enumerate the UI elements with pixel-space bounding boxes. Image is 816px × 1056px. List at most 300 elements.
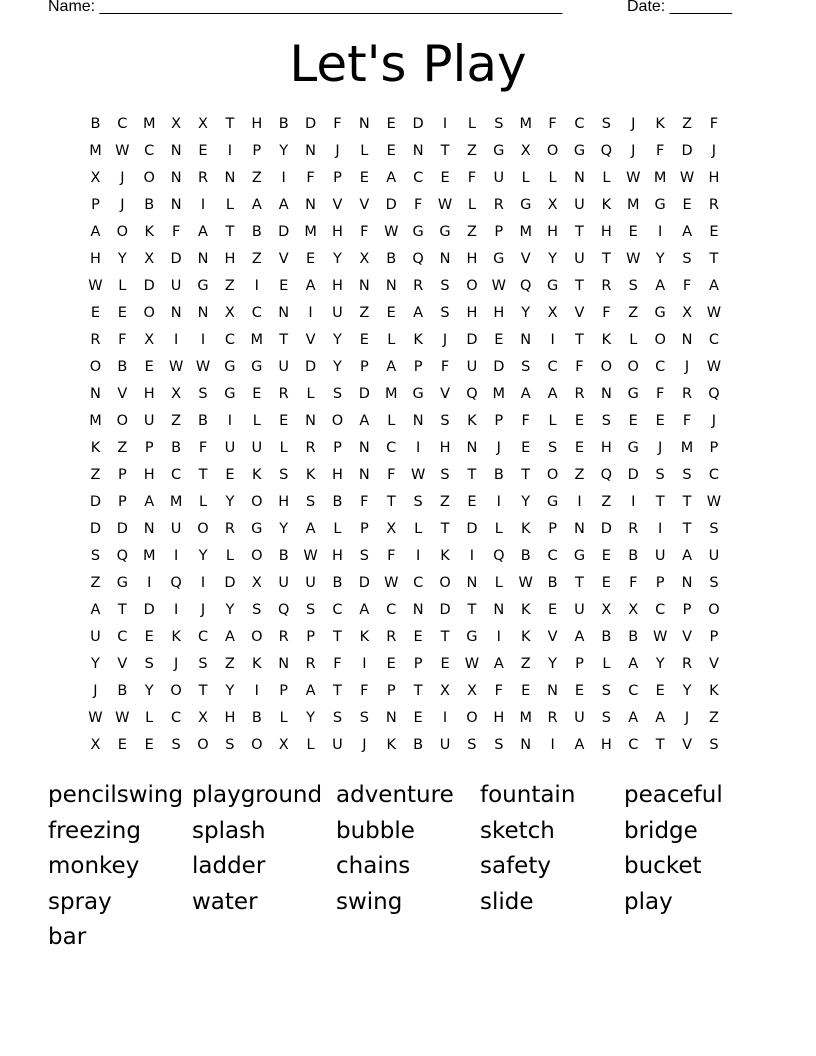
grid-cell: L [629, 332, 638, 348]
grid-cell: U [170, 278, 182, 294]
grid-cell: K [520, 602, 531, 618]
grid-cell: B [413, 737, 424, 753]
grid-cell: C [708, 467, 719, 483]
grid-cell: C [251, 305, 262, 321]
grid-cell: A [655, 278, 666, 294]
grid-cell: I [496, 629, 501, 645]
grid-cell: N [197, 305, 209, 321]
grid-cell: S [709, 737, 719, 753]
grid-cell: W [706, 494, 722, 510]
grid-cell: E [548, 602, 558, 618]
grid-cell: Y [279, 143, 289, 159]
grid-cell: I [550, 737, 555, 753]
grid-cell: P [709, 440, 719, 456]
grid-cell: F [682, 278, 692, 294]
grid-cell: Z [359, 305, 370, 321]
grid-cell: X [547, 305, 558, 321]
grid-cell: W [464, 656, 480, 672]
grid-cell: S [225, 737, 235, 753]
grid-cell: A [682, 224, 692, 240]
grid-cell: M [142, 116, 156, 132]
grid-cell: W [437, 197, 453, 213]
grid-cell: M [653, 170, 667, 186]
grid-cell: V [278, 251, 289, 267]
grid-cell: Y [655, 656, 665, 672]
grid-cell: E [413, 629, 423, 645]
grid-cell: V [574, 305, 585, 321]
grid-cell: F [413, 197, 423, 213]
grid-cell: F [655, 143, 665, 159]
grid-cell: X [90, 170, 101, 186]
grid-row [82, 221, 727, 248]
grid-cell: I [281, 170, 286, 186]
grid-cell: G [627, 440, 639, 456]
grid-cell: C [171, 710, 182, 726]
grid-row [82, 194, 727, 221]
grid-row [82, 626, 727, 653]
grid-cell: R [708, 197, 719, 213]
grid-cell: P [413, 359, 423, 375]
grid-cell: S [547, 440, 558, 456]
grid-cell: M [304, 224, 317, 240]
grid-cell: B [171, 440, 182, 456]
grid-cell: G [224, 386, 236, 402]
grid-cell: E [682, 197, 692, 213]
grid-cell: I [658, 224, 663, 240]
grid-cell: Y [333, 359, 342, 375]
grid-cell: L [306, 737, 315, 753]
grid-cell: X [682, 305, 692, 321]
grid-cell: F [602, 305, 611, 321]
grid-cell: Y [548, 251, 558, 267]
grid-cell: S [628, 278, 638, 294]
grid-cell: A [251, 197, 262, 213]
grid-cell: Z [117, 440, 128, 456]
grid-cell: C [655, 602, 666, 618]
grid-cell: G [654, 197, 666, 213]
grid-cell: K [386, 737, 396, 753]
grid-cell: Z [601, 494, 612, 510]
grid-cell: S [198, 386, 208, 402]
grid-cell: E [359, 170, 369, 186]
grid-cell: P [494, 413, 504, 429]
grid-cell: I [173, 332, 179, 348]
grid-cell: M [519, 224, 532, 240]
grid-cell: L [548, 170, 557, 186]
grid-cell: R [574, 386, 585, 402]
grid-row [82, 491, 727, 518]
grid-cell: F [118, 332, 127, 348]
grid-cell: C [547, 548, 558, 564]
grid-cell: Z [520, 656, 531, 672]
grid-cell: B [547, 575, 558, 591]
grid-cell: G [627, 386, 639, 402]
grid-cell: P [279, 683, 289, 699]
grid-cell: L [279, 710, 288, 726]
grid-cell: H [493, 305, 505, 321]
grid-cell: A [708, 278, 719, 294]
grid-cell: O [116, 224, 129, 240]
grid-cell: X [601, 602, 612, 618]
grid-cell: X [171, 386, 182, 402]
grid-cell: B [386, 251, 397, 267]
grid-cell: K [467, 413, 477, 429]
grid-cell: X [520, 143, 531, 159]
grid-cell: W [115, 143, 130, 159]
grid-cell: G [573, 548, 586, 564]
grid-cell: I [469, 548, 475, 564]
grid-cell: X [144, 251, 155, 267]
grid-cell: C [144, 143, 155, 159]
grid-cell: C [574, 116, 585, 132]
grid-cell: T [333, 629, 342, 645]
grid-cell: X [144, 332, 155, 348]
grid-cell: H [466, 305, 478, 321]
grid-cell: P [413, 656, 423, 672]
word-bank-item: bucket [624, 853, 702, 880]
grid-cell: F [548, 116, 557, 132]
grid-cell: R [682, 386, 693, 402]
grid-cell: W [518, 575, 533, 591]
grid-cell: Z [440, 494, 450, 510]
grid-cell: T [386, 494, 396, 510]
grid-cell: R [224, 521, 235, 537]
grid-cell: A [224, 629, 235, 645]
grid-cell: G [116, 575, 128, 591]
grid-cell: J [362, 737, 367, 753]
grid-cell: D [627, 467, 639, 483]
grid-cell: S [655, 467, 665, 483]
grid-cell: Y [521, 494, 531, 510]
grid-cell: P [117, 467, 127, 483]
grid-cell: Z [466, 143, 477, 159]
grid-cell: K [252, 467, 262, 483]
grid-cell: S [709, 521, 719, 537]
grid-cell: T [575, 224, 584, 240]
grid-row [82, 410, 727, 437]
grid-cell: B [332, 494, 343, 510]
grid-cell: W [706, 359, 722, 375]
grid-cell: B [628, 629, 639, 645]
grid-cell: E [574, 413, 585, 429]
grid-cell: J [120, 197, 125, 213]
grid-cell: N [305, 413, 316, 429]
grid-cell: B [251, 710, 262, 726]
grid-cell: N [305, 143, 316, 159]
grid-cell: F [333, 656, 342, 672]
grid-cell: U [574, 251, 585, 267]
grid-cell: Z [251, 170, 262, 186]
grid-cell: E [601, 575, 611, 591]
grid-cell: Q [600, 467, 613, 483]
grid-cell: D [466, 521, 478, 537]
grid-cell: T [440, 521, 450, 537]
word-bank-item: freezing [48, 817, 141, 844]
grid-cell: S [171, 737, 181, 753]
grid-cell: X [224, 305, 235, 321]
grid-cell: Z [224, 278, 235, 294]
grid-cell: A [547, 386, 558, 402]
grid-cell: G [197, 278, 209, 294]
grid-row [82, 302, 727, 329]
grid-cell: N [305, 197, 316, 213]
grid-cell: X [171, 116, 182, 132]
grid-cell: J [442, 332, 448, 348]
grid-cell: A [198, 224, 208, 240]
grid-cell: C [413, 575, 424, 591]
grid-cell: Q [519, 278, 532, 294]
grid-cell: P [333, 440, 342, 456]
grid-cell: A [90, 224, 101, 240]
grid-cell: O [251, 737, 263, 753]
grid-cell: T [117, 602, 127, 618]
grid-cell: M [250, 332, 264, 348]
grid-row [82, 383, 727, 410]
grid-cell: D [600, 521, 612, 537]
grid-cell: T [467, 602, 477, 618]
grid-cell: G [546, 494, 559, 510]
grid-cell: L [387, 332, 396, 348]
grid-cell: F [440, 359, 450, 375]
grid-cell: P [655, 575, 665, 591]
grid-cell: Y [682, 683, 692, 699]
grid-cell: H [143, 386, 155, 402]
grid-cell: I [308, 305, 313, 321]
grid-cell: O [143, 170, 155, 186]
grid-cell: A [574, 737, 585, 753]
grid-cell: L [279, 440, 288, 456]
grid-cell: H [439, 440, 451, 456]
grid-cell: L [333, 521, 342, 537]
grid-cell: W [88, 710, 103, 726]
grid-cell: J [684, 710, 690, 726]
grid-cell: Y [279, 521, 289, 537]
grid-cell: X [198, 116, 208, 132]
grid-cell: Q [116, 548, 129, 564]
grid-cell: O [170, 683, 182, 699]
grid-cell: L [198, 494, 208, 510]
grid-cell: E [574, 683, 585, 699]
grid-cell: C [117, 116, 128, 132]
grid-cell: T [333, 683, 342, 699]
grid-cell: W [195, 359, 211, 375]
grid-cell: N [439, 251, 451, 267]
grid-cell: I [415, 548, 421, 564]
grid-cell: B [493, 467, 504, 483]
grid-cell: O [600, 359, 613, 375]
grid-cell: F [198, 440, 208, 456]
word-bank-item: peaceful [624, 782, 723, 808]
grid-cell: B [198, 413, 208, 429]
grid-cell: P [682, 602, 692, 618]
grid-cell: S [709, 575, 719, 591]
grid-cell: A [520, 386, 531, 402]
grid-cell: K [359, 629, 370, 645]
grid-cell: J [711, 413, 717, 429]
grid-cell: E [440, 656, 450, 672]
grid-cell: S [601, 116, 611, 132]
grid-cell: B [278, 116, 289, 132]
grid-cell: K [413, 332, 423, 348]
header-line [48, 0, 732, 16]
grid-cell: D [412, 116, 424, 132]
grid-cell: G [412, 224, 424, 240]
grid-cell: L [360, 143, 369, 159]
grid-cell: H [251, 116, 263, 132]
word-bank-item: water [192, 888, 258, 915]
grid-cell: I [227, 413, 233, 429]
grid-cell: P [386, 683, 396, 699]
grid-cell: U [332, 305, 343, 321]
grid-cell: C [386, 440, 397, 456]
grid-cell: L [602, 656, 611, 672]
grid-cell: G [654, 305, 666, 321]
grid-cell: S [144, 656, 154, 672]
grid-cell: H [278, 494, 290, 510]
grid-cell: S [279, 467, 289, 483]
grid-cell: W [88, 278, 103, 294]
grid-cell: R [305, 656, 316, 672]
word-bank-item: bridge [624, 817, 698, 844]
grid-cell: T [279, 332, 289, 348]
grid-cell: S [494, 737, 504, 753]
grid-cell: L [225, 548, 234, 564]
grid-cell: B [117, 359, 128, 375]
grid-cell: O [331, 413, 344, 429]
grid-cell: I [362, 656, 367, 672]
grid-cell: H [332, 548, 343, 564]
grid-row [82, 140, 727, 167]
grid-cell: L [494, 521, 503, 537]
grid-cell: N [358, 116, 370, 132]
grid-cell: S [359, 548, 369, 564]
grid-cell: X [278, 737, 289, 753]
grid-cell: S [682, 467, 692, 483]
word-bank-item: splash [192, 817, 266, 844]
grid-cell: G [573, 143, 586, 159]
grid-cell: N [520, 737, 532, 753]
grid-cell: Z [574, 467, 585, 483]
grid-cell: A [655, 710, 666, 726]
grid-cell: O [654, 332, 666, 348]
grid-cell: R [386, 629, 397, 645]
grid-cell: Q [708, 386, 720, 402]
grid-cell: W [626, 170, 641, 186]
grid-cell: T [575, 575, 584, 591]
grid-cell: H [600, 737, 612, 753]
grid-cell: F [521, 413, 530, 429]
grid-cell: D [89, 494, 102, 510]
grid-cell: E [386, 143, 396, 159]
grid-cell: F [171, 224, 181, 240]
grid-cell: B [628, 548, 639, 564]
grid-cell: L [602, 170, 611, 186]
grid-cell: X [90, 737, 101, 753]
grid-cell: E [305, 251, 316, 267]
grid-cell: L [467, 116, 476, 132]
grid-cell: E [225, 467, 235, 483]
grid-cell: N [574, 170, 585, 186]
grid-cell: M [89, 143, 102, 159]
grid-cell: T [198, 467, 208, 483]
grid-cell: E [117, 737, 127, 753]
grid-cell: D [143, 278, 155, 294]
grid-cell: E [386, 116, 396, 132]
grid-cell: A [628, 710, 639, 726]
grid-cell: B [144, 197, 155, 213]
grid-cell: T [225, 224, 235, 240]
grid-cell: D [304, 359, 317, 375]
grid-cell: T [655, 737, 665, 753]
grid-cell: V [708, 656, 719, 672]
grid-cell: S [601, 683, 611, 699]
grid-cell: S [90, 548, 101, 564]
grid-cell: D [304, 116, 317, 132]
grid-cell: Y [117, 251, 127, 267]
grid-cell: F [467, 170, 477, 186]
grid-cell: C [547, 359, 558, 375]
grid-cell: A [359, 602, 370, 618]
word-bank-item: safety [480, 853, 551, 880]
grid-cell: Z [171, 413, 182, 429]
grid-cell: N [385, 278, 397, 294]
word-bank-item: bubble [336, 817, 415, 844]
grid-cell: N [170, 305, 182, 321]
grid-cell: C [655, 359, 666, 375]
grid-cell: A [144, 494, 155, 510]
grid-cell: O [466, 278, 478, 294]
grid-cell: N [358, 278, 370, 294]
grid-cell: E [144, 359, 154, 375]
grid-cell: E [494, 332, 504, 348]
grid-cell: T [601, 251, 611, 267]
grid-cell: R [278, 629, 289, 645]
grid-cell: Y [225, 683, 235, 699]
grid-cell: Y [225, 602, 235, 618]
grid-cell: U [493, 170, 505, 186]
grid-cell: P [709, 629, 719, 645]
grid-cell: I [550, 332, 555, 348]
grid-cell: Z [466, 224, 477, 240]
grid-cell: E [386, 305, 396, 321]
grid-row [82, 599, 727, 626]
grid-cell: Z [708, 710, 719, 726]
grid-cell: I [254, 683, 259, 699]
grid-cell: L [145, 710, 154, 726]
grid-cell: E [601, 548, 611, 564]
grid-cell: R [90, 332, 101, 348]
grid-cell: C [628, 737, 639, 753]
word-bank-item: chains [336, 853, 411, 880]
grid-cell: U [332, 737, 343, 753]
grid-cell: P [494, 224, 504, 240]
grid-cell: J [173, 656, 179, 672]
grid-row [82, 518, 727, 545]
grid-cell: E [709, 224, 719, 240]
grid-cell: N [520, 332, 532, 348]
grid-cell: V [547, 629, 558, 645]
grid-cell: C [224, 332, 235, 348]
grid-cell: G [251, 521, 263, 537]
grid-cell: N [278, 656, 290, 672]
grid-cell: S [198, 656, 208, 672]
grid-cell: S [332, 386, 343, 402]
grid-cell: P [252, 143, 262, 159]
grid-cell: D [89, 521, 102, 537]
grid-cell: K [144, 224, 154, 240]
grid-row [82, 734, 727, 761]
grid-cell: T [440, 629, 450, 645]
